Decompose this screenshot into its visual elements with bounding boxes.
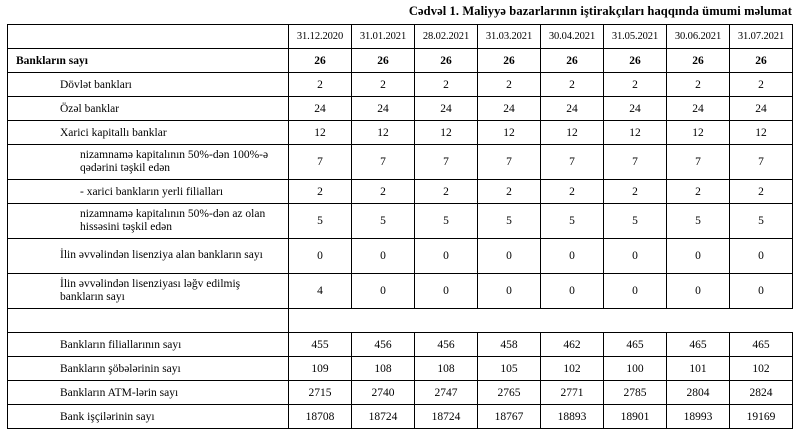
row-label-text: Xarici kapitallı banklar [60, 126, 167, 139]
row-value: 12 [541, 121, 604, 145]
table-row [8, 274, 793, 309]
row-label [8, 97, 289, 121]
row-value: 5 [478, 204, 541, 239]
row-value: 18724 [352, 405, 415, 429]
row-label [8, 381, 289, 405]
table-body [8, 49, 793, 429]
row-value: 465 [667, 333, 730, 357]
row-value: 26 [352, 49, 415, 73]
row-label [8, 239, 289, 274]
row-value: 2 [289, 180, 352, 204]
table-row [8, 145, 793, 180]
row-value: 456 [352, 333, 415, 357]
row-value: 2 [415, 73, 478, 97]
column-header: 30.04.2021 [541, 25, 604, 49]
row-value: 12 [352, 121, 415, 145]
table-row [8, 405, 793, 429]
row-value: 18901 [604, 405, 667, 429]
row-value: 7 [541, 145, 604, 180]
row-value: 2 [667, 73, 730, 97]
row-value: 2804 [667, 381, 730, 405]
table-row [8, 357, 793, 381]
row-value: 465 [604, 333, 667, 357]
row-value: 18767 [478, 405, 541, 429]
row-value: 26 [667, 49, 730, 73]
row-value: 12 [604, 121, 667, 145]
table-row [8, 97, 793, 121]
row-value: 100 [604, 357, 667, 381]
divider-cell [604, 309, 667, 333]
row-value: 462 [541, 333, 604, 357]
row-value: 7 [478, 145, 541, 180]
row-value: 2 [667, 180, 730, 204]
financial-market-participants-table [7, 24, 793, 429]
row-value: 12 [730, 121, 793, 145]
row-label-text: Bank işçilərinin sayı [60, 410, 155, 423]
row-label [8, 145, 289, 180]
row-label [8, 405, 289, 429]
table-row [8, 49, 793, 73]
row-label [8, 333, 289, 357]
row-value: 7 [604, 145, 667, 180]
row-value: 24 [478, 97, 541, 121]
row-label [8, 274, 289, 309]
divider-cell [667, 309, 730, 333]
row-label [8, 180, 289, 204]
row-value: 105 [478, 357, 541, 381]
row-label-text: nizamnamə kapitalının 50%-dən 100%-ə qədərini təşkil edən [80, 148, 269, 174]
row-value: 24 [289, 97, 352, 121]
row-label-text: İlin əvvəlindən lisenziya alan bankların sayı [60, 249, 263, 262]
row-label [8, 73, 289, 97]
row-label [8, 49, 289, 73]
row-value: 0 [415, 239, 478, 274]
row-value: 2 [289, 73, 352, 97]
row-value: 2765 [478, 381, 541, 405]
column-header: 31.07.2021 [730, 25, 793, 49]
row-value: 2771 [541, 381, 604, 405]
row-value: 456 [415, 333, 478, 357]
row-value: 2 [541, 180, 604, 204]
row-value: 2747 [415, 381, 478, 405]
row-label-text: Bankların ATM-lərin sayı [60, 386, 179, 399]
row-value: 5 [289, 204, 352, 239]
row-value: 26 [478, 49, 541, 73]
column-header: 31.03.2021 [478, 25, 541, 49]
row-value: 18893 [541, 405, 604, 429]
row-value: 5 [415, 204, 478, 239]
row-value: 0 [730, 274, 793, 309]
row-value: 7 [415, 145, 478, 180]
row-value: 24 [730, 97, 793, 121]
row-value: 5 [541, 204, 604, 239]
row-value: 5 [604, 204, 667, 239]
row-label [8, 204, 289, 239]
row-value: 0 [604, 239, 667, 274]
row-value: 0 [604, 274, 667, 309]
divider-cell [478, 309, 541, 333]
column-header: 28.02.2021 [415, 25, 478, 49]
row-value: 7 [667, 145, 730, 180]
row-value: 24 [667, 97, 730, 121]
column-header: 31.01.2021 [352, 25, 415, 49]
row-value: 2 [604, 180, 667, 204]
row-value: 2 [730, 180, 793, 204]
row-value: 7 [730, 145, 793, 180]
table-row [8, 333, 793, 357]
row-value: 5 [730, 204, 793, 239]
row-value: 2824 [730, 381, 793, 405]
table-head [8, 25, 793, 49]
row-value: 2 [541, 73, 604, 97]
row-value: 26 [730, 49, 793, 73]
row-value: 2 [415, 180, 478, 204]
row-value: 19169 [730, 405, 793, 429]
row-value: 12 [289, 121, 352, 145]
row-label [8, 121, 289, 145]
table-row [8, 180, 793, 204]
row-value: 0 [478, 239, 541, 274]
row-value: 0 [352, 274, 415, 309]
row-value: 2 [352, 73, 415, 97]
row-value: 18708 [289, 405, 352, 429]
row-value: 2 [478, 73, 541, 97]
divider-cell [352, 309, 415, 333]
row-value: 5 [352, 204, 415, 239]
row-value: 102 [730, 357, 793, 381]
row-value: 18993 [667, 405, 730, 429]
row-value: 7 [352, 145, 415, 180]
column-header: 31.12.2020 [289, 25, 352, 49]
row-value: 12 [478, 121, 541, 145]
row-label-text: Bankların şöbələrinin sayı [60, 362, 181, 375]
row-value: 2740 [352, 381, 415, 405]
row-value: 2715 [289, 381, 352, 405]
table-row [8, 73, 793, 97]
row-value: 26 [541, 49, 604, 73]
table-row [8, 239, 793, 274]
row-value: 0 [667, 239, 730, 274]
divider-cell [289, 309, 352, 333]
row-label-text: - xarici bankların yerli filialları [80, 185, 224, 198]
row-value: 2 [730, 73, 793, 97]
row-value: 0 [289, 239, 352, 274]
divider-cell [8, 309, 289, 333]
row-value: 0 [541, 239, 604, 274]
table-row [8, 381, 793, 405]
row-value: 2 [604, 73, 667, 97]
divider-cell [541, 309, 604, 333]
row-value: 465 [730, 333, 793, 357]
row-value: 26 [415, 49, 478, 73]
row-label-text: Bankların sayı [16, 54, 88, 67]
divider-cell [415, 309, 478, 333]
row-label-text: Dövlət bankları [60, 78, 132, 91]
row-value: 0 [730, 239, 793, 274]
row-value: 0 [541, 274, 604, 309]
row-value: 2 [352, 180, 415, 204]
row-value: 4 [289, 274, 352, 309]
header-row [8, 25, 793, 49]
row-value: 24 [604, 97, 667, 121]
table-section-divider [8, 309, 793, 333]
column-header: 30.06.2021 [667, 25, 730, 49]
row-value: 109 [289, 357, 352, 381]
page-title: Cədvəl 1. Maliyyə bazarlarının iştirakçıları haqqında ümumi məlumat [408, 4, 792, 18]
row-label [8, 357, 289, 381]
row-value: 2 [478, 180, 541, 204]
row-value: 458 [478, 333, 541, 357]
column-header: 31.05.2021 [604, 25, 667, 49]
row-value: 102 [541, 357, 604, 381]
row-value: 24 [541, 97, 604, 121]
row-value: 26 [604, 49, 667, 73]
row-value: 108 [352, 357, 415, 381]
row-value: 108 [415, 357, 478, 381]
row-value: 0 [352, 239, 415, 274]
row-value: 12 [667, 121, 730, 145]
row-label-text: Bankların filiallarının sayı [60, 338, 182, 351]
table-corner-cell [8, 25, 289, 49]
row-value: 0 [667, 274, 730, 309]
row-value: 18724 [415, 405, 478, 429]
row-value: 24 [352, 97, 415, 121]
row-value: 26 [289, 49, 352, 73]
divider-cell [730, 309, 793, 333]
row-value: 12 [415, 121, 478, 145]
table-row [8, 121, 793, 145]
row-value: 0 [478, 274, 541, 309]
row-label-text: İlin əvvəlindən lisenziyası ləğv edilmiş bankların sayı [60, 277, 241, 303]
row-value: 0 [415, 274, 478, 309]
row-value: 5 [667, 204, 730, 239]
row-value: 2785 [604, 381, 667, 405]
row-label-text: Özəl banklar [60, 102, 120, 115]
row-value: 101 [667, 357, 730, 381]
table-row [8, 204, 793, 239]
row-label-text: nizamnamə kapitalının 50%-dən az olan hissəsini təşkil edən [80, 207, 266, 233]
row-value: 455 [289, 333, 352, 357]
row-value: 24 [415, 97, 478, 121]
row-value: 7 [289, 145, 352, 180]
